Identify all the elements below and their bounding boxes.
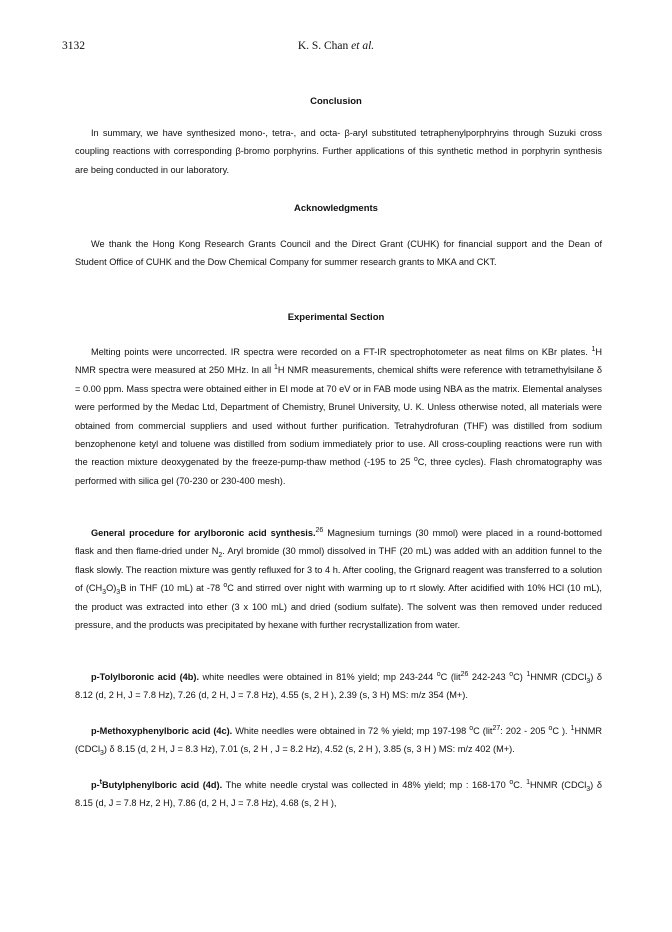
conclusion-text: In summary, we have synthesized mono-, tetra-, and octa- β-aryl substituted tetraphenylporphryins through Suzuki cross coupling reactions with corresponding β-bromo porphyrins. Further applications of this synthetic method in porphyrin synthesis are being conducted in our laboratory. bbox=[75, 128, 602, 175]
exp-text: O) bbox=[106, 583, 117, 594]
degree-superscript: o bbox=[509, 670, 514, 678]
subscript: 2 bbox=[218, 552, 223, 560]
conclusion-heading: Conclusion bbox=[310, 96, 362, 107]
running-head-authors bbox=[0, 40, 672, 52]
degree-superscript: o bbox=[469, 724, 474, 732]
author-name: K. S. Chan bbox=[297, 40, 349, 52]
running-head bbox=[0, 40, 672, 56]
exp-text: HNMR (CDCl bbox=[530, 780, 587, 790]
exp-text: C (lit bbox=[440, 672, 461, 682]
exp-text: The white needle crystal was collected in 48% yield; mp : 168-170 bbox=[222, 780, 510, 790]
exp-text: . Aryl bromide (30 mmol) dissolved in THF (20 mL) was added with an addition funnel to the flask slowly. The reaction mixture was gently refluxed for 3 to 4 h. After cooling, the Grignard reagent was transferred to a solution of (CH bbox=[75, 546, 603, 594]
exp-text: p- bbox=[91, 780, 100, 790]
compound-4d-paragraph bbox=[75, 776, 602, 813]
subscript: 3 bbox=[586, 785, 591, 793]
acknowledgments-paragraph bbox=[75, 235, 602, 272]
exp-text: ) δ 8.12 (d, 2 H, J = 7.8 Hz), 7.26 (d, 2 H, J = 7.8 Hz), 4.55 (s, 2 H ), 2.39 (s, 3 H) MS: m/z 354 (M+). bbox=[75, 672, 603, 701]
degree-superscript: o bbox=[436, 670, 441, 678]
exp-text: ) δ 8.15 (d, 2 H, J = 8.3 Hz), 7.01 (s, 2 H , J = 8.2 Hz), 4.52 (s, 2 H ), 3.85 (s, 3 H ) MS: m/z 402 (M+). bbox=[103, 744, 515, 755]
superscript: 1 bbox=[526, 778, 531, 786]
superscript: 1 bbox=[570, 724, 575, 732]
exp-text: C ). bbox=[552, 726, 571, 736]
compound-4d-title bbox=[91, 780, 222, 790]
exp-text: B in THF (10 mL) at -78 bbox=[120, 583, 224, 594]
subscript: 3 bbox=[116, 589, 121, 597]
compound-4c-paragraph bbox=[75, 722, 602, 759]
superscript: 1 bbox=[591, 345, 596, 353]
exp-text: C. bbox=[513, 780, 527, 790]
exp-text: C) bbox=[513, 672, 527, 682]
general-procedure-title: General procedure for arylboronic acid synthesis. bbox=[91, 528, 316, 538]
superscript: 1 bbox=[526, 670, 531, 678]
superscript: 1 bbox=[274, 364, 278, 372]
degree-superscript: o bbox=[509, 778, 514, 786]
exp-text: HNMR (CDCl bbox=[75, 726, 603, 755]
exp-text: white needles were obtained in 81% yield; mp 243-244 bbox=[199, 672, 437, 682]
exp-text: White needles were obtained in 72 % yield; mp 197-198 bbox=[232, 726, 470, 736]
exp-text: 242-243 bbox=[468, 672, 510, 682]
exp-text: H NMR spectra were measured at 250 MHz. In all bbox=[75, 347, 602, 376]
compound-4b-title: p-Tolylboronic acid (4b). bbox=[91, 672, 199, 682]
compound-4b-paragraph bbox=[75, 668, 602, 705]
exp-text: HNMR (CDCl bbox=[530, 672, 587, 682]
acknowledgments-heading: Acknowledgments bbox=[294, 203, 378, 214]
acknowledgments-text: We thank the Hong Kong Research Grants Council and the Direct Grant (CUHK) for financial support and the Dean of Student Office of CUHK and the Dow Chemical Company for summer research grants to MKA and CKT. bbox=[75, 239, 602, 268]
reference-superscript: 27 bbox=[492, 724, 501, 732]
subscript: 3 bbox=[586, 677, 591, 685]
exp-text: C, three cycles). Flash chromatography was performed with silica gel (70-230 or 230-400 mesh). bbox=[75, 457, 602, 486]
exp-text: Magnesium turnings (30 mmol) were placed in a round-bottomed flask and then flame-dried under N bbox=[75, 528, 603, 557]
exp-text: H NMR measurements, chemical shifts were reference with tetramethylsilane δ = 0.00 ppm. Mass spectra were obtained either in EI mode at 70 eV or in FAB mode using NBA as the matrix. Elemental analyses were performed by the Medac Ltd, Department of Chemistry, Brunel University, U. K. Unless otherwise noted, all materials were obtained from commercial suppliers and used without further purification. Tetrahydrofuran (THF) was distilled from sodium benzophenone ketyl and toluene was distilled from sodium immediately prior to use. All cross-coupling reactions were run with the reaction mixture deoxygenated by the freeze-pump-thaw method (-195 to 25 bbox=[75, 365, 602, 468]
reference-superscript: 26 bbox=[315, 526, 324, 534]
conclusion-paragraph bbox=[75, 124, 602, 179]
experimental-heading: Experimental Section bbox=[287, 312, 385, 323]
degree-superscript: o bbox=[223, 582, 228, 590]
exp-text: C (lit bbox=[473, 726, 493, 736]
degree-superscript: o bbox=[413, 456, 418, 464]
et-al: et al. bbox=[351, 40, 375, 52]
reference-superscript: 26 bbox=[460, 670, 469, 678]
subscript: 3 bbox=[100, 750, 104, 758]
exp-text: : 202 - 205 bbox=[500, 726, 549, 736]
compound-4c-title: p-Methoxyphenylboric acid (4c). bbox=[91, 726, 233, 736]
general-procedure-paragraph bbox=[75, 524, 602, 634]
exp-text: Butylphenylboric acid (4d). bbox=[102, 780, 223, 790]
degree-superscript: o bbox=[548, 724, 553, 732]
exp-text: Melting points were uncorrected. IR spectra were recorded on a FT-IR spectrophotometer as neat films on KBr plates. bbox=[91, 347, 592, 357]
page-number: 3132 bbox=[62, 40, 85, 52]
experimental-general-paragraph bbox=[75, 343, 602, 490]
superscript: t bbox=[99, 778, 103, 786]
exp-text: ) δ 8.15 (d, J = 7.8 Hz, 2 H), 7.86 (d, 2 H, J = 7.8 Hz), 4.68 (s, 2 H ), bbox=[75, 780, 602, 809]
exp-text: C and stirred over night with warming up to rt slowly. After acidified with 10% HCl (10 mL), the product was extracted into ether (3 x 100 mL) and dried (sodium sulfate). The solvent was then removed under reduced pressure, and the products was precipitated by hexane with further recrystallization from water. bbox=[75, 583, 602, 631]
subscript: 3 bbox=[102, 589, 107, 597]
